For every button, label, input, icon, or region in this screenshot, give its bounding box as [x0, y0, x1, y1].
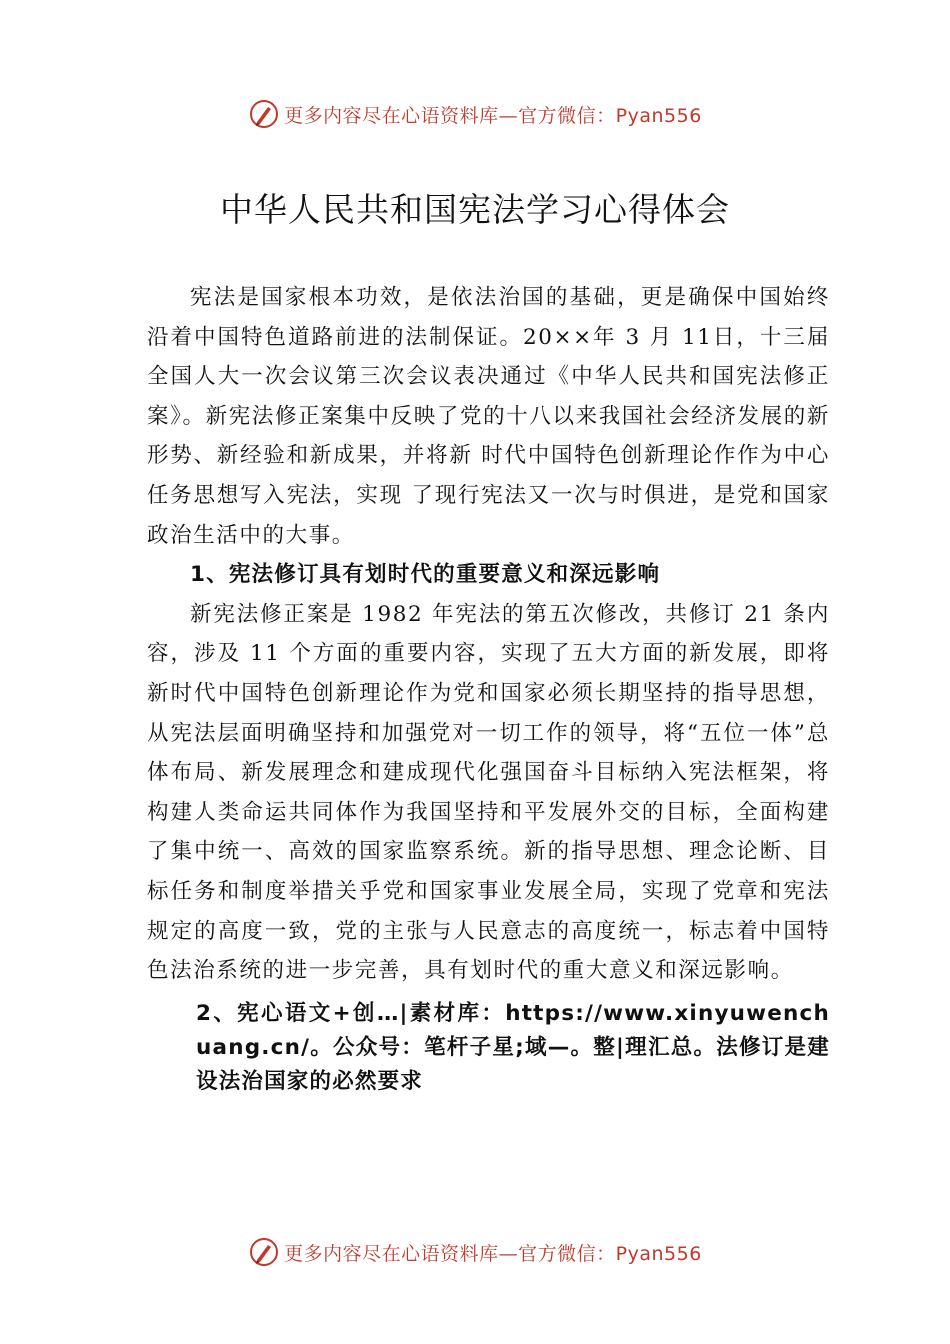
section-heading-2: 2、宪心语文+创…|素材库：https://www.xinyuwenchuang.cn/。公众号：笔杆子星;域—。整|理汇总。法修订是建设法治国家的必然要求 [196, 1000, 830, 1094]
pen-logo-icon [248, 1236, 280, 1268]
section-heading-1: 1、宪法修订具有划时代的重要意义和深远影响 [190, 562, 661, 588]
banner-wechat-id: Pyan556 [615, 104, 702, 127]
banner-text: 更多内容尽在心语资料库—官方微信：Pyan556 [284, 1242, 702, 1265]
banner-wechat-id: Pyan556 [615, 1242, 702, 1265]
footer-banner [0, 1232, 950, 1272]
paragraph-intro: 宪法是国家根本功效，是依法治国的基础，更是确保中国始终沿着中国特色道路前进的法制保证。20××年 3 月 11日，十三届全国人大一次会议第三次会议表决通过《中华人民共和国宪法修正案》。新宪法修正案集中反映了党的十八以来我国社会经济发展的新形势、新经验和新成果，并将新 时代中国特色创新理论作作为中心任务思想写入宪法，实现 了现行宪法又一次与时俱进，是党和国家政治生活中的大事。 [147, 285, 830, 548]
document-body [147, 278, 830, 1099]
pen-logo-icon [248, 98, 280, 130]
header-banner [0, 94, 950, 134]
banner-text: 更多内容尽在心语资料库—官方微信：Pyan556 [284, 104, 702, 127]
paragraph-section-1: 新宪法修正案是 1982 年宪法的第五次修改，共修订 21 条内容，涉及 11 个方面的重要内容，实现了五大方面的新发展，即将新时代中国特色创新理论作为党和国家必须长期坚持的指导思想，从宪法层面明确坚持和加强党对一切工作的领导，将“五位一体”总体布局、新发展理念和建成现代化强国奋斗目标纳入宪法框架，将构建人类命运共同体作为我国坚持和平发展外交的目标，全面构建了集中统一、高效的国家监察系统。新的指导思想、理念论断、目标任务和制度举措关乎党和国家事业发展全局，实现了党章和宪法规定的高度一致，党的主张与人民意志的高度统一，标志着中国特色法治系统的进一步完善，具有划时代的重大意义和深远影响。 [147, 601, 830, 984]
page-title: 中华人民共和国宪法学习心得体会 [220, 190, 730, 229]
